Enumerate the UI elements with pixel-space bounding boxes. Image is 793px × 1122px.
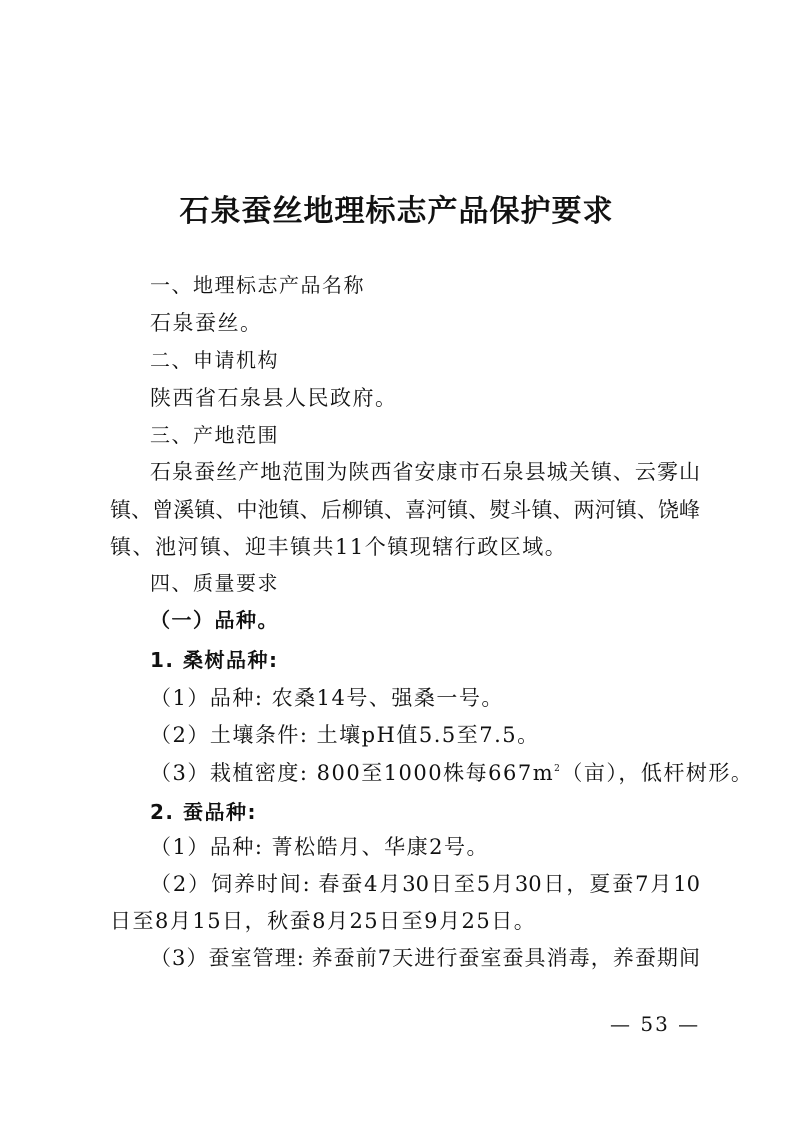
section-2-heading: 二、申请机构 <box>150 348 279 372</box>
section-3-paragraph-line-1: 石泉蚕丝产地范围为陕西省安康市石泉县城关镇、云雾山 <box>150 460 700 484</box>
square-meter-superscript: 2 <box>554 764 562 774</box>
section-3-paragraph-line-3: 镇、池河镇、迎丰镇共11个镇现辖行政区域。 <box>110 535 568 559</box>
silkworm-variety-heading: 2. 蚕品种: <box>150 800 257 824</box>
silkworm-item-3-line-1: （3）蚕室管理: 养蚕前7天进行蚕室蚕具消毒，养蚕期间 <box>150 946 700 970</box>
mulberry-item-3-text-b: （亩），低杆树形。 <box>561 761 754 785</box>
section-3-paragraph-line-2: 镇、曾溪镇、中池镇、后柳镇、喜河镇、熨斗镇、两河镇、饶峰 <box>110 498 700 522</box>
mulberry-item-3-text-a: （3）栽植密度: 800至1000株每667m <box>150 761 555 785</box>
mulberry-item-1: （1）品种: 农桑14号、强桑一号。 <box>150 686 504 710</box>
section-4-heading: 四、质量要求 <box>150 571 279 595</box>
section-1-heading: 一、地理标志产品名称 <box>150 273 365 297</box>
section-2-text: 陕西省石泉县人民政府。 <box>150 386 398 410</box>
mulberry-item-2: （2）土壤条件: 土壤pH值5.5至7.5。 <box>150 723 540 747</box>
silkworm-item-1: （1）品种: 菁松皓月、华康2号。 <box>150 835 489 859</box>
page-number: — 53 — <box>610 1012 701 1036</box>
section-1-text: 石泉蚕丝。 <box>150 311 263 335</box>
section-3-heading: 三、产地范围 <box>150 423 279 447</box>
silkworm-item-2-line-2: 日至8月15日，秋蚕8月25日至9月25日。 <box>110 909 537 933</box>
section-4-subheading-variety: （一）品种。 <box>150 608 279 632</box>
mulberry-variety-heading: 1. 桑树品种: <box>150 648 279 672</box>
mulberry-item-3 <box>150 758 754 788</box>
silkworm-item-2-line-1: （2）饲养时间: 春蚕4月30日至5月30日，夏蚕7月10 <box>150 872 700 896</box>
document-title: 石泉蚕丝地理标志产品保护要求 <box>179 194 614 229</box>
